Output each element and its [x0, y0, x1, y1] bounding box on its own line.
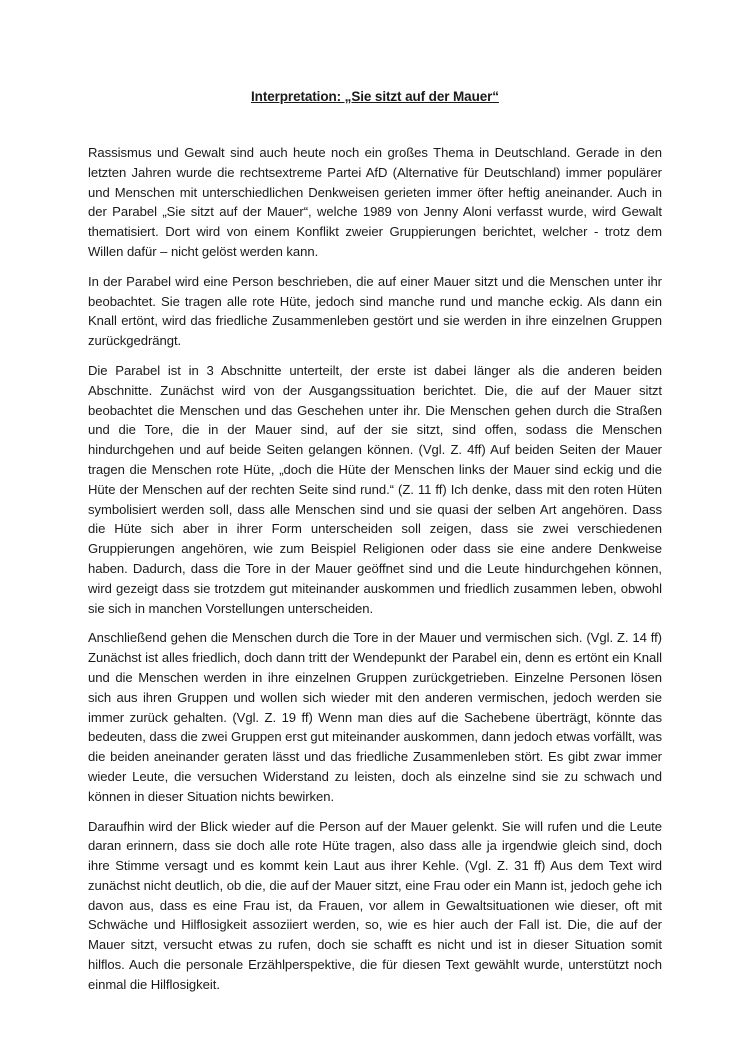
- paragraph-introduction: Rassismus und Gewalt sind auch heute noch ein großes Thema in Deutschland. Gerade in den letzten Jahren wurde die rechtsextreme Partei AfD (Alternative für Deutschland) immer populärer und Menschen mit unterschiedlichen Denkweisen gerieten immer öfter heftig aneinander. Auch in der Parabel „Sie sitzt auf der Mauer“, welche 1989 von Jenny Aloni verfasst wurde, wird Gewalt thematisiert. Dort wird von einem Konflikt zweier Gruppierungen berichtet, welcher - trotz dem Willen dafür – nicht gelöst werden kann.: [88, 145, 662, 259]
- paragraph-analysis-part-3: Daraufhin wird der Blick wieder auf die Person auf der Mauer gelenkt. Sie will rufen und die Leute daran erinnern, dass sie doch alle rote Hüte tragen, also dass alle ja irgendwie gleich sind, doch ihre Stimme versagt und es kommt kein Laut aus ihrer Kehle. (Vgl. Z. 31 ff) Aus dem Text wird zunächst nicht deutlich, ob die, die auf der Mauer sitzt, eine Frau oder ein Mann ist, jedoch gehe ich davon aus, dass es eine Frau ist, da Frauen, vor allem in Gewaltsituationen wie dieser, oft mit Schwäche und Hilflosigkeit assoziiert werden, so, wie es hier auch der Fall ist. Die, die auf der Mauer sitzt, versucht etwas zu rufen, doch sie schafft es nicht und ist in dieser Situation somit hilflos. Auch die personale Erzählperspektive, die für diesen Text gewählt wurde, unterstützt noch einmal die Hilflosigkeit.: [88, 818, 662, 992]
- paragraph-analysis-part-2: Anschließend gehen die Menschen durch die Tore in der Mauer und vermischen sich. (Vgl. Z. 14 ff) Zunächst ist alles friedlich, doch dann tritt der Wendepunkt der Parabel ein, denn es ertönt ein Knall und die Menschen werden in ihre einzelnen Gruppen zurückgetrieben. Einzelne Personen lösen sich aus ihren Gruppen und wollen sich wieder mit den anderen vermischen, jedoch werden sie immer zurück gehalten. (Vgl. Z. 19 ff) Wenn man dies auf die Sachebene überträgt, könnte das bedeuten, dass die zwei Gruppen erst gut miteinander auskommen, dann jedoch etwas vorfällt, was die beiden aneinander geraten lässt und das friedliche Zusammenleben stört. Es gibt zwar immer wieder Leute, die versuchen Widerstand zu leisten, doch als einzelne sind sie zu schwach und können in dieser Situation nichts bewirken.: [88, 630, 662, 804]
- paragraph-summary: In der Parabel wird eine Person beschrieben, die auf einer Mauer sitzt und die Menschen unter ihr beobachtet. Sie tragen alle rote Hüte, jedoch sind manche rund und manche eckig. Als dann ein Knall ertönt, wird das friedliche Zusammenleben gestört und sie werden in ihre einzelnen Gruppen zurückgedrängt.: [88, 273, 662, 349]
- paragraph-analysis-part-1: Die Parabel ist in 3 Abschnitte unterteilt, der erste ist dabei länger als die anderen beiden Abschnitte. Zunächst wird von der Ausgangssituation berichtet. Die, die auf der Mauer sitzt beobachtet die Menschen und das Geschehen unter ihr. Die Menschen gehen durch die Straßen und die Tore, die in der Mauer sind, auf der sie sitzt, sind offen, sodass die Menschen hindurchgehen und auf beide Seiten gelangen können. (Vgl. Z. 4ff) Auf beiden Seiten der Mauer tragen die Menschen rote Hüte, „doch die Hüte der Menschen links der Mauer sind eckig und die Hüte der Menschen auf der rechten Seite sind rund.“ (Z. 11 ff) Ich denke, dass mit den roten Hüten symbolisiert werden soll, dass alle Menschen sind und sie quasi der selben Art angehören. Dass die Hüte sich aber in ihrer Form unterscheiden soll zeigen, dass sie zwei verschiedenen Gruppierungen angehören, wie zum Beispiel Religionen oder dass sie eine andere Denkweise haben. Dadurch, dass die Tore in der Mauer geöffnet sind und die Leute hindurchgehen können, wird gezeigt dass sie trotzdem gut miteinander auskommen und friedlich zusammen leben, obwohl sie sich in manchen Vorstellungen unterscheiden.: [88, 362, 662, 616]
- document-title: Interpretation: „Sie sitzt auf der Mauer“: [251, 89, 499, 104]
